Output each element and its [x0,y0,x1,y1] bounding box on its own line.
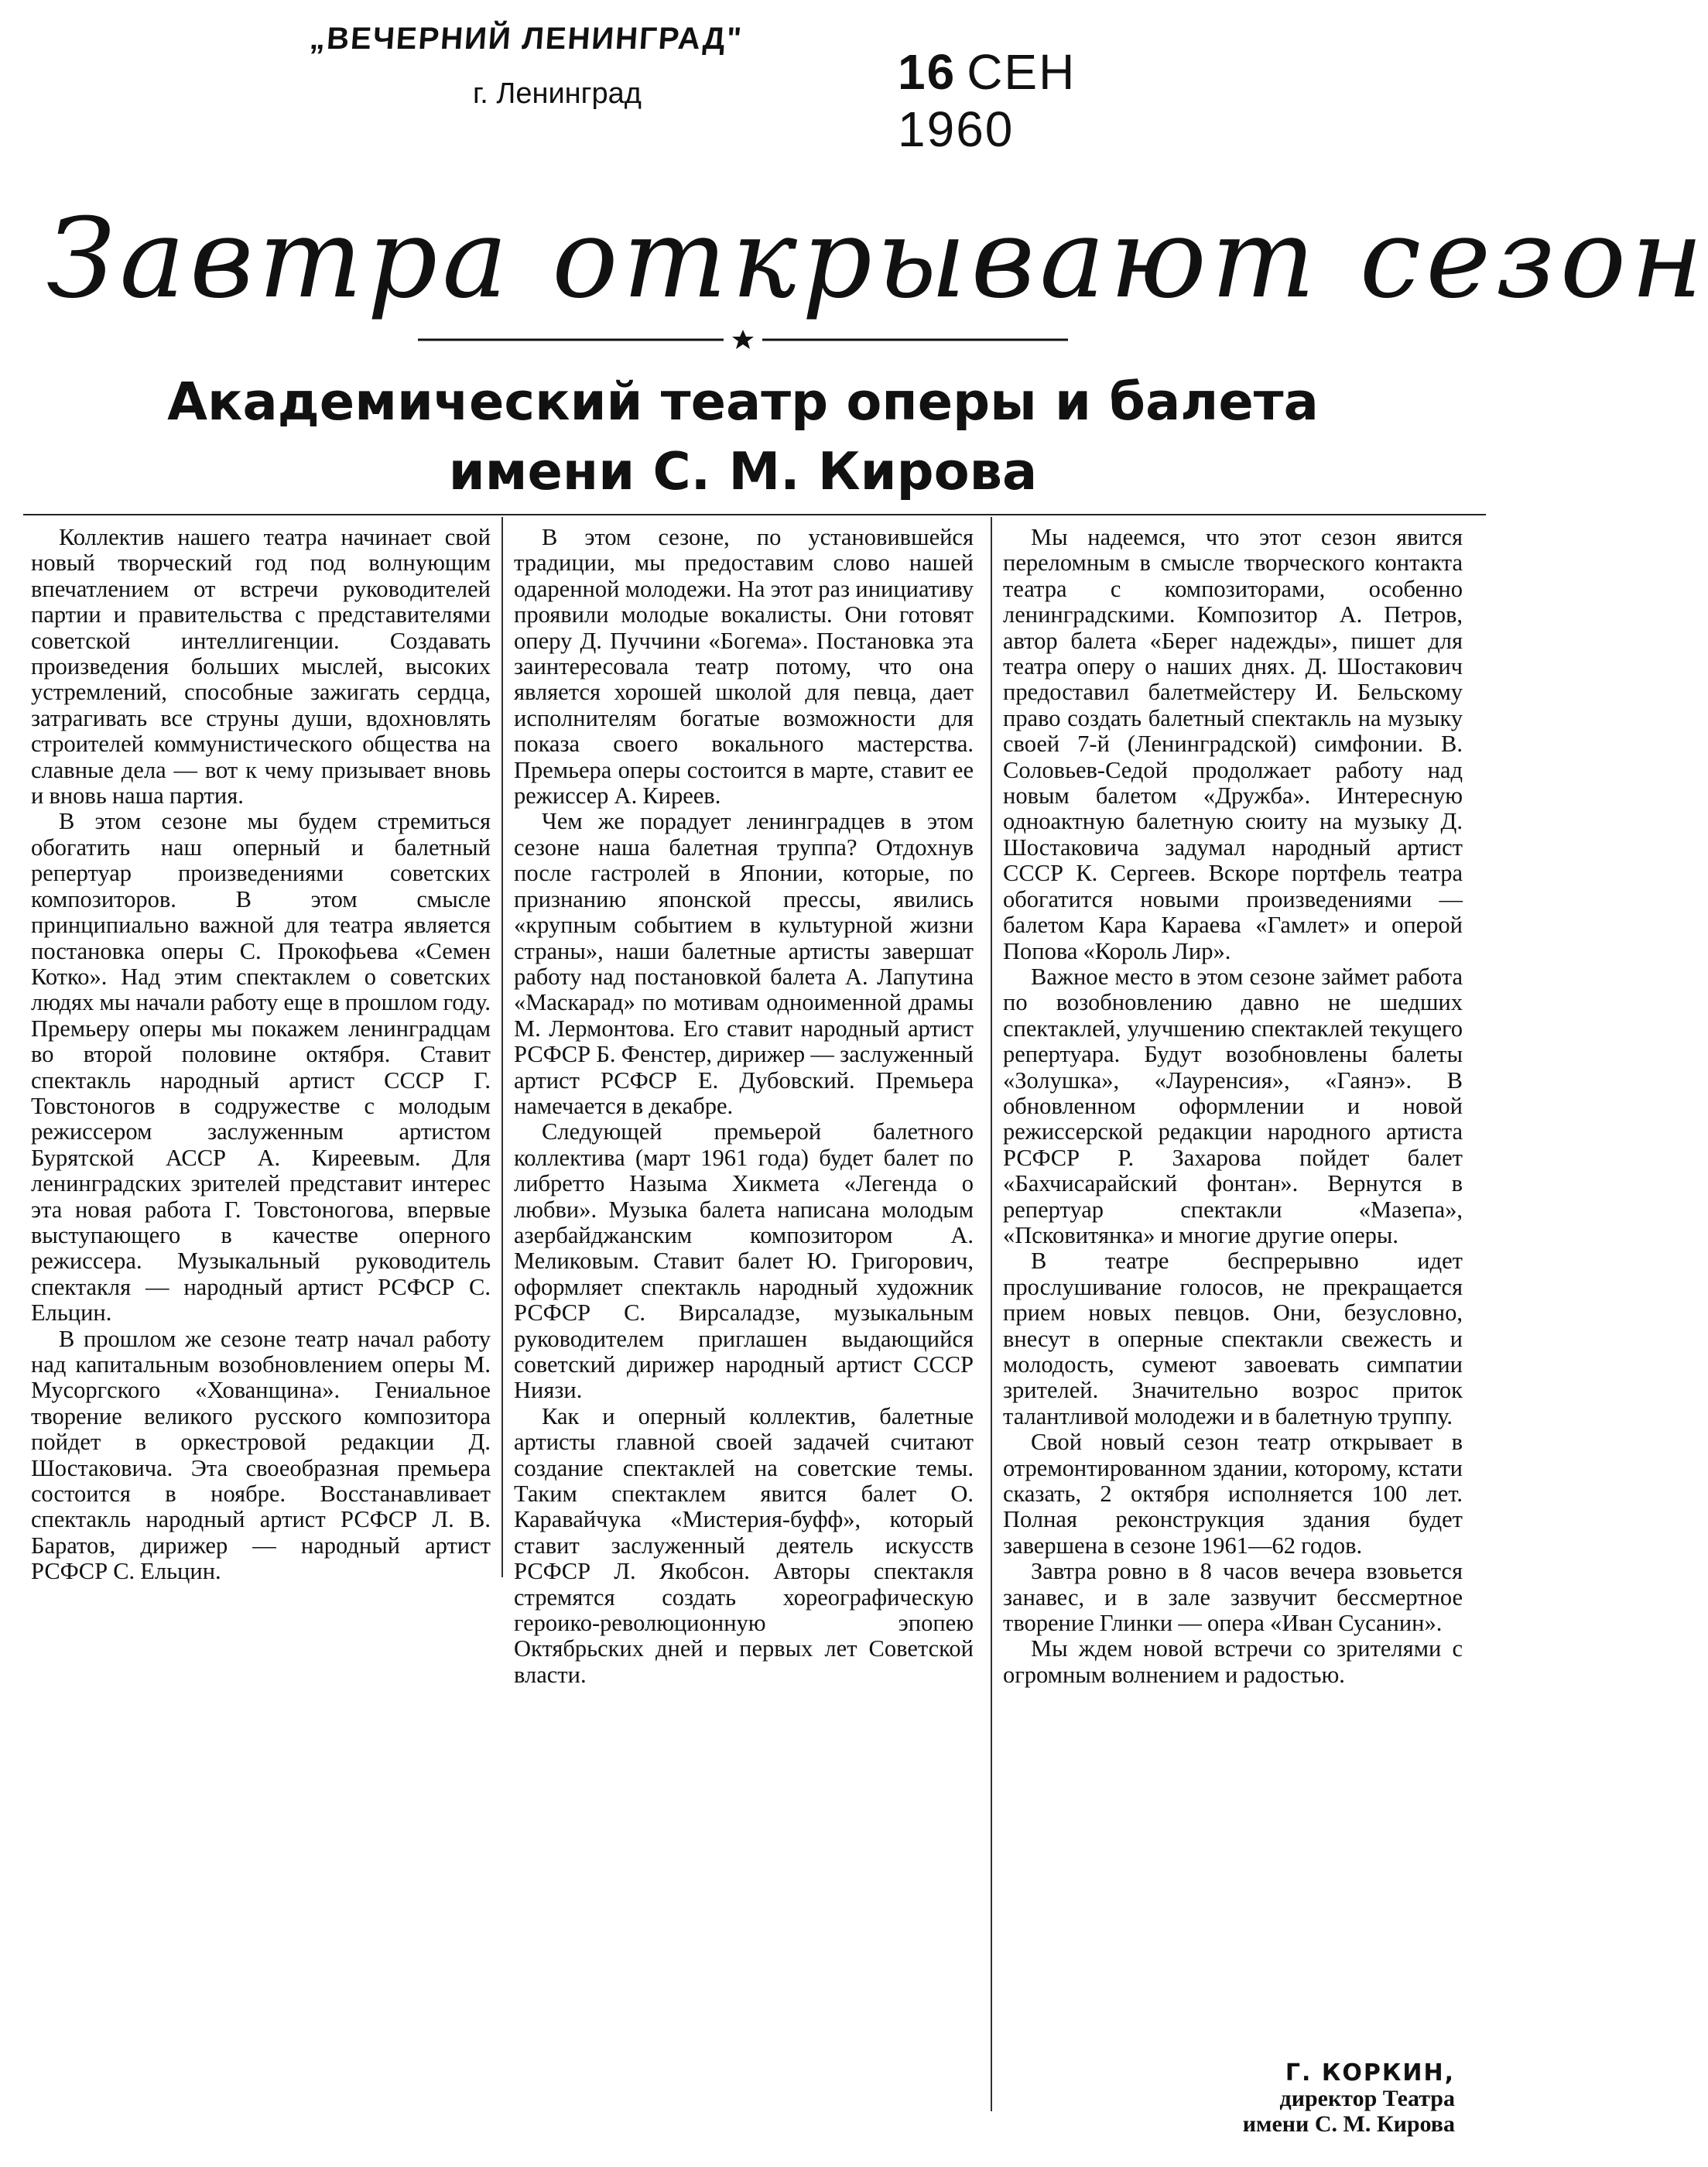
article-paragraph: Свой новый сезон театр открывает в отремонтированном здании, которому, кстати сказать, 2 октября исполняется 100 лет. Полная реконструкция здания будет завершена в сезоне 1961—62 годов. [1003,1429,1463,1559]
article-paragraph: Чем же порадует ленинградцев в этом сезоне наша балетная труппа? Отдохнув после гастролей в Японии, которые, по признанию японской прессы, явились «крупным событием в культурной жизни страны», наши балетные артисты завершат работу над постановкой балета А. Лапутина «Маскарад» по мотивам одноименной драмы М. Лермонтова. Его ставит народный артист РСФСР Б. Фенстер, дирижер — заслуженный артист РСФСР Е. Дубовский. Премьера намечается в декабре. [514,808,974,1119]
author-name: Г. КОРКИН, [1285,2059,1455,2087]
ornament-rule [418,328,1068,351]
article-paragraph: Мы ждем новой встречи со зрителями с огромным волнением и радостью. [1003,1635,1463,1688]
article-paragraph: В театре беспрерывно идет прослушивание голосов, не прекращается прием новых певцов. Они, безусловно, внесут в оперные спектакли свежесть и молодость, сумеют завоевать симпатии зрителей. Значительно возрос приток талантливой молодежи и в балетную труппу. [1003,1248,1463,1429]
headline: Завтра открывают сезон [46,195,1708,323]
article-paragraph: В этом сезоне, по установившейся традиции, мы предоставим слово нашей одаренной молодежи. На этот раз инициативу проявили молодые вокалисты. Они готовят оперу Д. Пуччини «Богема». Постановка эта заинтересовала театр потому, что она является хорошей школой для певца, дает исполнителям богатые возможности для показа своего вокального мастерства. Премьера оперы состоится в марте, ставит ее режиссер А. Киреев. [514,524,974,810]
article-column-2 [514,525,974,1688]
article-paragraph: В этом сезоне мы будем стремиться обогатить наш оперный и балетный репертуар произведениями советских композиторов. В этом смысле принципиально важной для театра является постановка оперы С. Прокофьева «Семен Котко». Над этим спектаклем о советских людях мы начали работу еще в прошлом году. Премьеру оперы мы покажем ленинградцам во второй половине октября. Ставит спектакль народный артист СССР Г. Товстоногов в содружестве с молодым режиссером заслуженным артистом Бурятской АССР А. Киреевым. Для ленинградских зрителей представит интерес эта новая работа Г. Товстоногова, впервые выступающего в качестве оперного режиссера. Музыкальный руководитель спектакля — народный артист РСФСР С. Ельцин. [31,808,491,1327]
date-day: 16 [898,44,957,100]
article-paragraph: Важное место в этом сезоне займет работа по возобновлению давно не шедших спектаклей, улучшению спектаклей текущего репертуара. Будут возобновлены балеты «Золушка», «Лауренсия», «Гаянэ». В обновленном оформлении и новой режиссерской редакции народного артиста РСФСР Р. Захарова пойдет балет «Бахчисарайский фонтан». Вернутся в репертуар спектакли «Мазепа», «Псковитянка» и многие другие оперы. [1003,963,1463,1248]
newspaper-name-stamp: „ВЕЧЕРНИЙ ЛЕНИНГРАД" [308,22,744,56]
column-divider-1 [501,517,503,1577]
article-paragraph: В прошлом же сезоне театр начал работу над капитальным возобновлением оперы М. Мусоргского «Хованщина». Гениальное творение великого русского композитора пойдет в оркестровой редакции Д. Шостаковича. Эта своеобразная премьера состоится в ноябре. Восстанавливает спектакль народный артист РСФСР Л. В. Баратов, дирижер — народный артист РСФСР С. Ельцин. [31,1325,491,1585]
author-role: директор Театра [1279,2086,1455,2111]
column-divider-2 [991,517,992,2111]
subheading [93,367,1393,506]
article-column-1 [31,525,491,1585]
article-paragraph: Мы надеемся, что этот сезон явится переломным в смысле творческого контакта театра с композиторами, особенно ленинградскими. Композитор А. Петров, автор балета «Берег надежды», пишет для театра оперу о наших днях. Д. Шостакович предоставил балетмейстеру И. Бельскому право создать балетный спектакль на музыку своей 7-й (Ленинградской) симфонии. В. Соловьев-Седой продолжает работу над новым балетом «Дружба». Интересную одноактную балетную сюиту на музыку Д. Шостаковича задумал народный артист СССР К. Сергеев. Вскоре портфель театра обогатится новыми произведениями — балетом Кара Караева «Гамлет» и оперой Попова «Король Лир». [1003,524,1463,964]
article-paragraph: Завтра ровно в 8 часов вечера взовьется занавес, и в зале зазвучит бессмертное творение Глинки — опера «Иван Сусанин». [1003,1558,1463,1637]
subheading-line-2: имени С. М. Кирова [448,441,1038,502]
article-paragraph: Коллектив нашего театра начинает свой новый творческий год под волнующим впечатлением от встречи руководителей партии и правительства с представителями советской интеллигенции. Создавать произведения больших мыслей, высоких устремлений, способные зажигать сердца, затрагивать все струны души, вдохновлять строителей коммунистического общества на славные дела — вот к чему призывает вновь и вновь наша партия. [31,524,491,810]
signature-block [1099,2060,1455,2137]
date-month-year: СЕН 1960 [898,44,1076,157]
article-paragraph: Как и оперный коллектив, балетные артисты главной своей задачей считают создание спектаклей на советские темы. Таким спектаклем явится балет О. Каравайчука «Мистерия-буфф», который ставит заслуженный деятель искусств РСФСР Л. Якобсон. Авторы спектакля стремятся создать хореографическую героико-революционную эпопею Октябрьских дней и первых лет Советской власти. [514,1402,974,1688]
article-top-rule [23,514,1486,515]
article-column-3 [1003,525,1463,1688]
article-paragraph: Следующей премьерой балетного коллектива (март 1961 года) будет балет по либретто Назыма Хикмета «Легенда о любви». Музыка балета написана молодым азербайджанским композитором А. Меликовым. Ставит балет Ю. Григорович, оформляет спектакль народный художник РСФСР С. Вирсаладзе, музыкальным руководителем приглашен выдающийся советский дирижер народный артист СССР Ниязи. [514,1118,974,1404]
author-organization: имени С. М. Кирова [1242,2111,1455,2137]
star-icon [732,330,754,349]
date-stamp [898,43,1207,158]
subheading-line-1: Академический театр оперы и балета [167,371,1319,432]
city-stamp: г. Ленинград [473,77,642,110]
